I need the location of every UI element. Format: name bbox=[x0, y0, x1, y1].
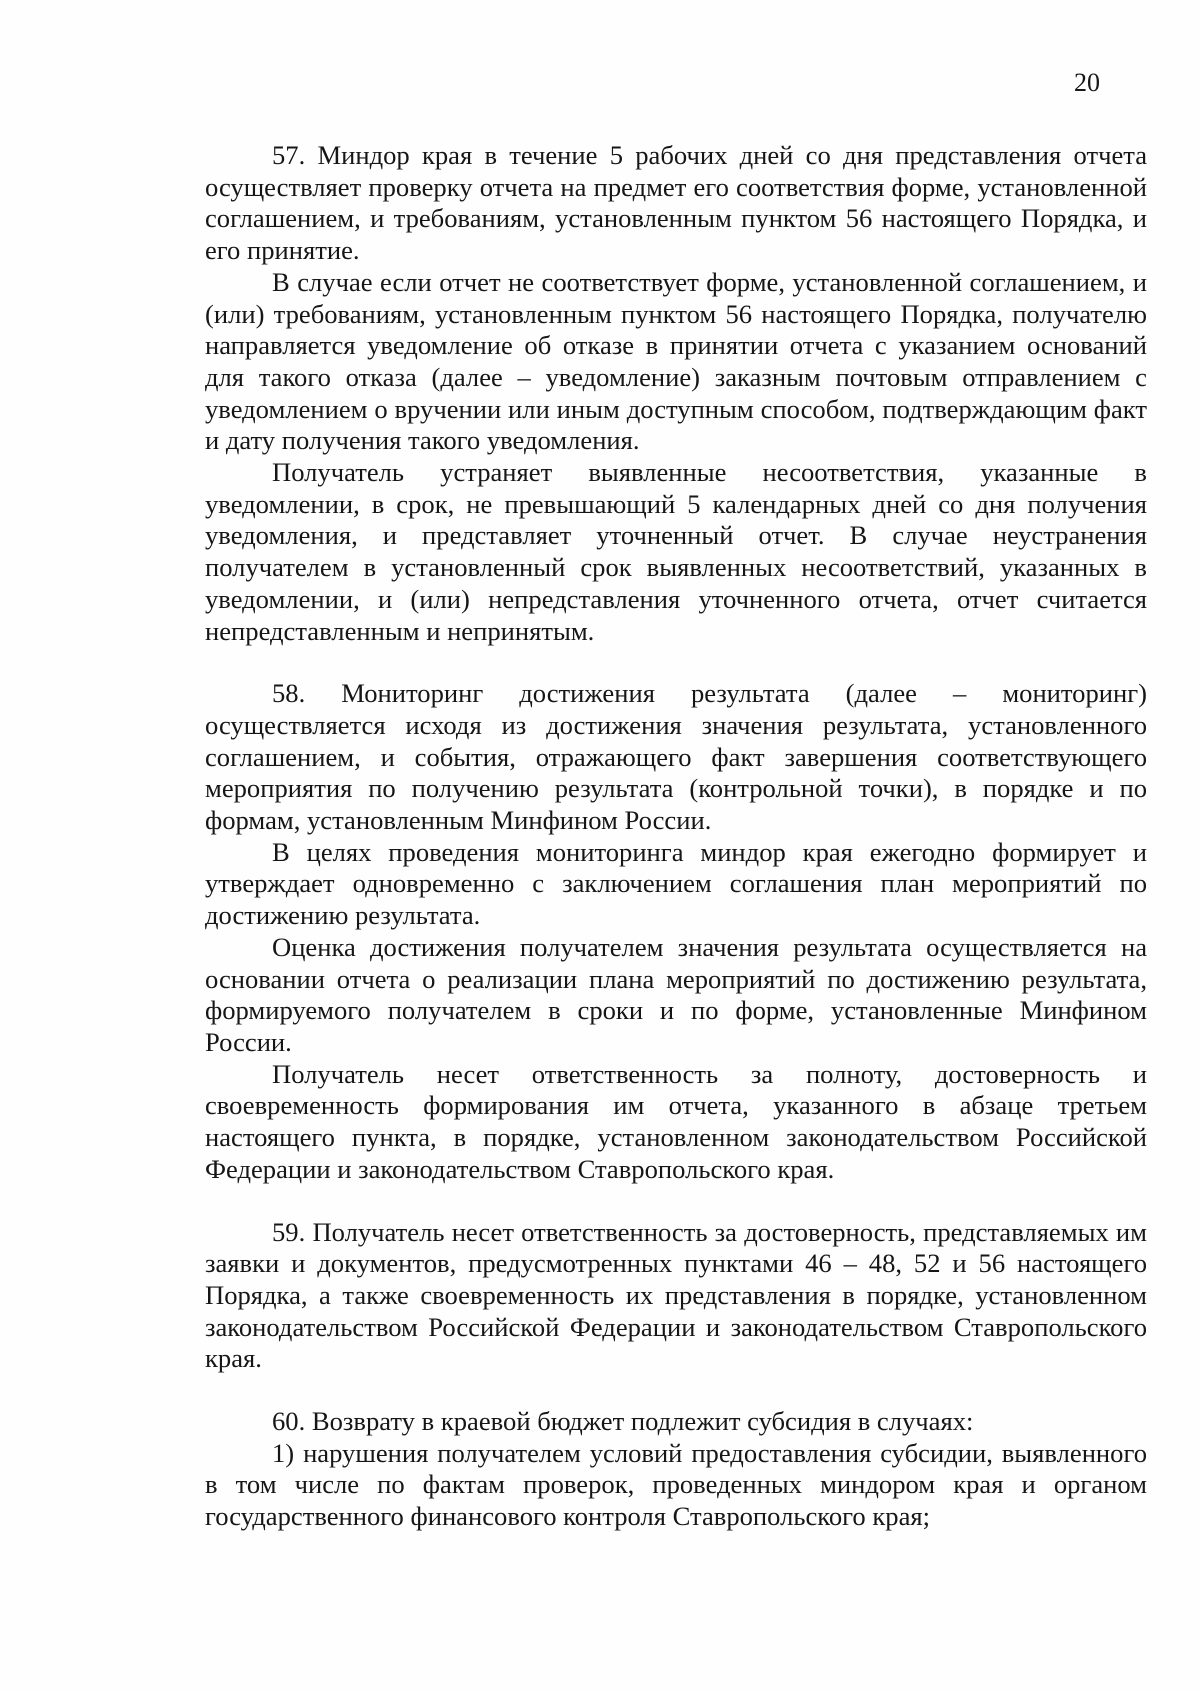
paragraph-58-assessment: Оценка достижения получателем значения результата осуществляется на основании отчета о реализации плана мероприятий по достижению результата, формируемого получателем в сроки и по форме, установленные Минфином России. bbox=[205, 931, 1147, 1057]
paragraph-58-plan: В целях проведения мониторинга миндор края ежегодно формирует и утверждает одновременно с заключением соглашения план мероприятий по достижению результата. bbox=[205, 836, 1147, 931]
paragraph-57-report-rejection: В случае если отчет не соответствует форме, установленной соглашением, и (или) требованиям, установленным пунктом 56 настоящего Порядка, получателю направляется уведомление об отказе в принятии отчета с указанием оснований для такого отказа (далее – уведомление) заказным почтовым отправлением с уведомлением о вручении или иным доступным способом, подтверждающим факт и дату получения такого уведомления. bbox=[205, 266, 1147, 456]
paragraph-60: 60. Возврату в краевой бюджет подлежит субсидия в случаях: bbox=[272, 1406, 974, 1437]
paragraph-58-responsibility: Получатель несет ответственность за полноту, достоверность и своевременность формирования им отчета, указанного в абзаце третьем настоящего пункта, в порядке, установленном законодательством Российской Федерации и законодательством Ставропольского края. bbox=[205, 1058, 1147, 1184]
paragraph-57-resubmission: Получатель устраняет выявленные несоответствия, указанные в уведомлении, в срок, не превышающий 5 календарных дней со дня получения уведомления, и представляет уточненный отчет. В случае неустранения получателем в установленный срок выявленных несоответствий, указанных в уведомлении, и (или) непредставления уточненного отчета, отчет считается непредставленным и непринятым. bbox=[205, 457, 1147, 646]
document-body bbox=[205, 140, 1147, 1533]
paragraph-57: 57. Миндор края в течение 5 рабочих дней со дня представления отчета осуществляет проверку отчета на предмет его соответствия форме, установленной соглашением, и требованиям, установленным пунктом 56 настоящего Порядка, и его принятие. bbox=[205, 140, 1147, 266]
paragraph-58: 58. Мониторинг достижения результата (далее – мониторинг) осуществляется исходя из достижения значения результата, установленного соглашением, и события, отражающего факт завершения соответствующего мероприятия по получению результата (контрольной точки), в порядке и по формам, установленным Минфином России. bbox=[205, 678, 1147, 836]
paragraph-60-item-1: 1) нарушения получателем условий предоставления субсидии, выявленного в том числе по фактам проверок, проведенных миндором края и органом государственного финансового контроля Ставропольского края; bbox=[205, 1437, 1147, 1532]
paragraph-59: 59. Получатель несет ответственность за достоверность, представляемых им заявки и документов, предусмотренных пунктами 46 – 48, 52 и 56 настоящего Порядка, а также своевременность их представления в порядке, установленном законодательством Российской Федерации и законодательством Ставропольского края. bbox=[205, 1216, 1147, 1374]
page-number: 20 bbox=[1074, 68, 1100, 97]
